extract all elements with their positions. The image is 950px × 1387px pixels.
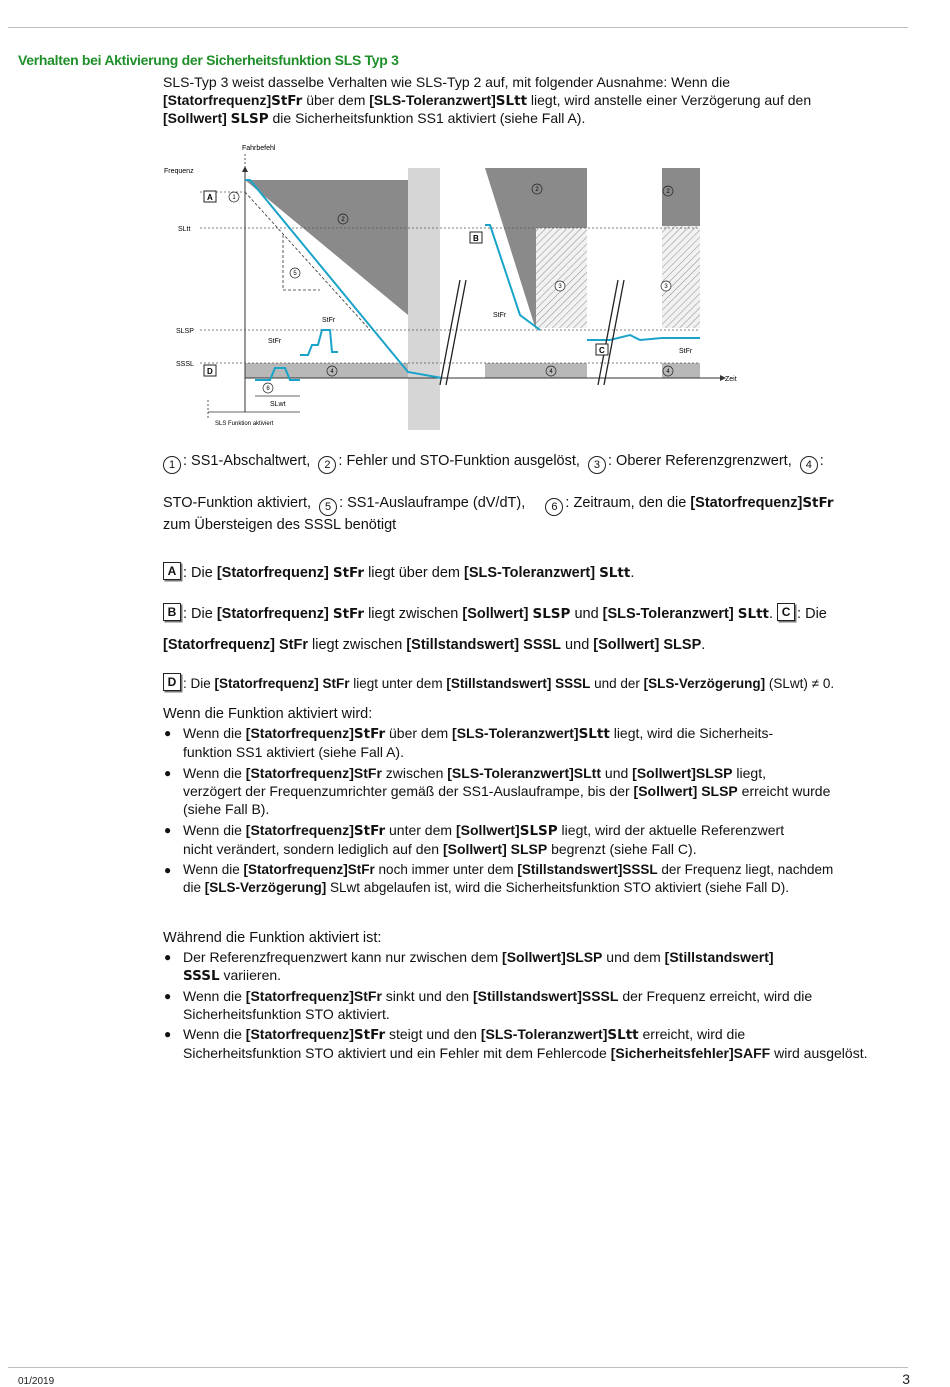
list-item: ● Wenn die [Statorfrequenz]StFr noch immer unter dem [Stillstandswert]SSSL der Frequenz liegt, nachdem die [SLS-Verzögerung] SLwt abgelaufen ist, wird die Sicherheitsfunktion STO aktiviert (siehe Fall D). xyxy=(164,862,834,895)
svg-text:4: 4 xyxy=(666,369,670,375)
activated-section: Wenn die Funktion aktiviert wird: ● Wenn die [Statorfrequenz]StFr über dem [SLS-Toleranzwert]SLtt liegt, wird die Sicherheits- funktion SS1 aktiviert (siehe Fall A). ● Wenn die [Statorfrequenz]StFr zwischen [SLS-Toleranzwert]SLtt und [Sollwert]SLSP liegt, verzögert der Frequenzumrichter gemäß der SS1-Auslauframpe, bis der [Sollwert] SLSP erreicht wurde (siehe Fall B). ● Wenn die [Statorfrequenz]StFr unter dem [Sollwert]SLSP liegt, wird der aktuelle Referenzwert nicht verändert, sondern lediglich auf den [Sollwert] SLSP begrenzt (siehe Fall C). ● Wenn die [Statorfrequenz]StFr noch immer unter dem [Stillstandswert]SSSL der Frequenz liegt, nachdem die [SLS-Verzögerung] SLwt abgelaufen ist, wird die Sicherheitsfunktion STO aktiviert (siehe Fall D). xyxy=(163,704,903,897)
ref-limit-region-b xyxy=(536,228,587,328)
legend-circle-3: 3 xyxy=(588,456,606,474)
section-title: Verhalten bei Aktivierung der Sicherheitsfunktion SLS Typ 3 xyxy=(18,52,399,68)
label-slt: SLtt xyxy=(178,226,191,233)
svg-text:D: D xyxy=(207,367,213,376)
svg-text:3: 3 xyxy=(558,284,562,290)
list-item: ● Wenn die [Statorfrequenz]StFr unter dem [Sollwert]SLSP liegt, wird der aktuelle Referenzwert nicht verändert, sondern lediglich auf den [Sollwert] SLSP begrenzt (siehe Fall C). xyxy=(164,822,785,857)
header-rule xyxy=(8,27,908,28)
svg-text:B: B xyxy=(473,234,479,243)
svg-text:2: 2 xyxy=(341,217,345,223)
footer-date: 01/2019 xyxy=(18,1376,55,1387)
svg-text:2: 2 xyxy=(535,187,539,193)
case-d-icon: D xyxy=(163,673,181,691)
list-item: ● Wenn die [Statorfrequenz]StFr sinkt und den [Stillstandswert]SSSL der Frequenz erreicht, wird die Sicherheitsfunktion STO aktiviert. xyxy=(164,988,813,1022)
label-zeit: Zeit xyxy=(725,376,737,383)
svg-text:4: 4 xyxy=(330,369,334,375)
fault-region-a xyxy=(245,180,408,315)
case-c-icon: C xyxy=(777,603,795,621)
legend-circle-4: 4 xyxy=(800,456,818,474)
case-c-box xyxy=(596,344,608,355)
label-stfr-c: StFr xyxy=(679,348,693,355)
svg-text:1: 1 xyxy=(232,195,236,201)
label-stfr-b: StFr xyxy=(493,312,507,319)
svg-text:2: 2 xyxy=(666,189,670,195)
list-item: ● Wenn die [Statorfrequenz]StFr steigt und den [SLS-Toleranzwert]SLtt erreicht, wird die Sicherheitsfunktion STO aktiviert und ein Fehler mit dem Fehlercode [Sicherheitsfehler]SAFF wird ausgelöst. xyxy=(164,1026,868,1061)
label-fahrbefehl: Fahrbefehl xyxy=(242,145,276,152)
label-sls-aktiviert: SLS Funktion aktiviert xyxy=(215,421,274,427)
list-item: ● Wenn die [Statorfrequenz]StFr zwischen [SLS-Toleranzwert]SLtt und [Sollwert]SLSP liegt, verzögert der Frequenzumrichter gemäß der SS1-Auslauframpe, bis der [Sollwert] SLSP erreicht wurde (siehe Fall B). xyxy=(164,765,831,817)
legend-circle-6: 6 xyxy=(545,498,563,516)
case-a-icon: A xyxy=(163,562,181,580)
legend: 1 : SS1-Abschaltwert, 2 : Fehler und STO-Funktion ausgelöst, 3 : Oberer Referenzgrenzwert, 4 : STO-Funktion aktiviert, 5 : SS1-Auslauframpe (dV/dT), 6 : Zeitraum, den die [Statorfrequenz]StFr zum Übersteigen des SSSL benötigt xyxy=(163,453,834,533)
svg-text:A: A xyxy=(207,193,213,202)
case-b-icon: B xyxy=(163,603,181,621)
sto-bar-2 xyxy=(485,363,587,378)
svg-text:3: 3 xyxy=(664,284,668,290)
case-a-box xyxy=(204,191,216,202)
svg-text:5: 5 xyxy=(293,271,297,277)
legend-circle-5: 5 xyxy=(319,498,337,516)
svg-text:4: 4 xyxy=(549,369,553,375)
case-c-line: [Statorfrequenz] StFr liegt zwischen [Stillstandswert] SSSL und [Sollwert] SLSP. xyxy=(163,637,706,653)
case-d-box xyxy=(204,365,216,376)
label-stfr-a: StFr xyxy=(322,317,336,324)
label-stfr-d: StFr xyxy=(268,338,282,345)
case-b-line: B : Die [Statorfrequenz] StFr liegt zwischen [Sollwert] SLSP und [SLS-Toleranzwert] SLtt. C : Die xyxy=(163,603,903,624)
fault-region-b xyxy=(485,168,536,330)
list-item: ● Der Referenzfrequenzwert kann nur zwischen dem [Sollwert]SLSP und dem [Stillstandswert] SSSL variieren. xyxy=(164,949,774,984)
stfr-curve-c xyxy=(587,335,700,340)
separator-bar xyxy=(408,168,440,430)
list-item: ● Wenn die [Statorfrequenz]StFr über dem [SLS-Toleranzwert]SLtt liegt, wird die Sicherheits- funktion SS1 aktiviert (siehe Fall A). xyxy=(164,725,774,760)
sls-diagram xyxy=(160,140,760,435)
case-b-box xyxy=(470,232,482,243)
ref-limit-region-c xyxy=(662,226,700,328)
legend-circle-2: 2 xyxy=(318,456,336,474)
svg-text:6: 6 xyxy=(266,386,270,392)
svg-text:C: C xyxy=(599,346,605,355)
label-slsp: SLSP xyxy=(176,328,194,335)
fault-region-c xyxy=(662,168,700,226)
intro-paragraph: SLS-Typ 3 weist dasselbe Verhalten wie SLS-Typ 2 auf, mit folgender Ausnahme: Wenn die [Statorfrequenz]StFr über dem [SLS-Toleranzwert]SLtt liegt, wird anstelle einer Verzögerung auf den [Sollwert] SLSP die Sicherheitsfunktion SS1 aktiviert (siehe Fall A). xyxy=(163,74,812,127)
legend-circle-1: 1 xyxy=(163,456,181,474)
case-d-line: D : Die [Statorfrequenz] StFr liegt unter dem [Stillstandswert] SSSL und der [SLS-Verzögerung] (SLwt) ≠ 0. xyxy=(163,673,903,693)
during-section: Während die Funktion aktiviert ist: ● Der Referenzfrequenzwert kann nur zwischen dem [Sollwert]SLSP und dem [Stillstandswert] SSSL variieren. ● Wenn die [Statorfrequenz]StFr sinkt und den [Stillstandswert]SSSL der Frequenz erreicht, wird die Sicherheitsfunktion STO aktiviert. ● Wenn die [Statorfrequenz]StFr steigt und den [SLS-Toleranzwert]SLtt erreicht, wird die Sicherheitsfunktion STO aktiviert und ein Fehler mit dem Fehlercode [Sicherheitsfehler]SAFF wird ausgelöst. xyxy=(163,928,903,1062)
label-slwt: SLwt xyxy=(270,401,286,408)
label-sssl: SSSL xyxy=(176,361,194,368)
footer-rule xyxy=(8,1367,908,1368)
case-a-line: A : Die [Statorfrequenz] StFr liegt über dem [SLS-Toleranzwert] SLtt. xyxy=(163,562,903,583)
page-number: 3 xyxy=(902,1371,910,1387)
label-frequenz: Frequenz xyxy=(164,168,194,175)
